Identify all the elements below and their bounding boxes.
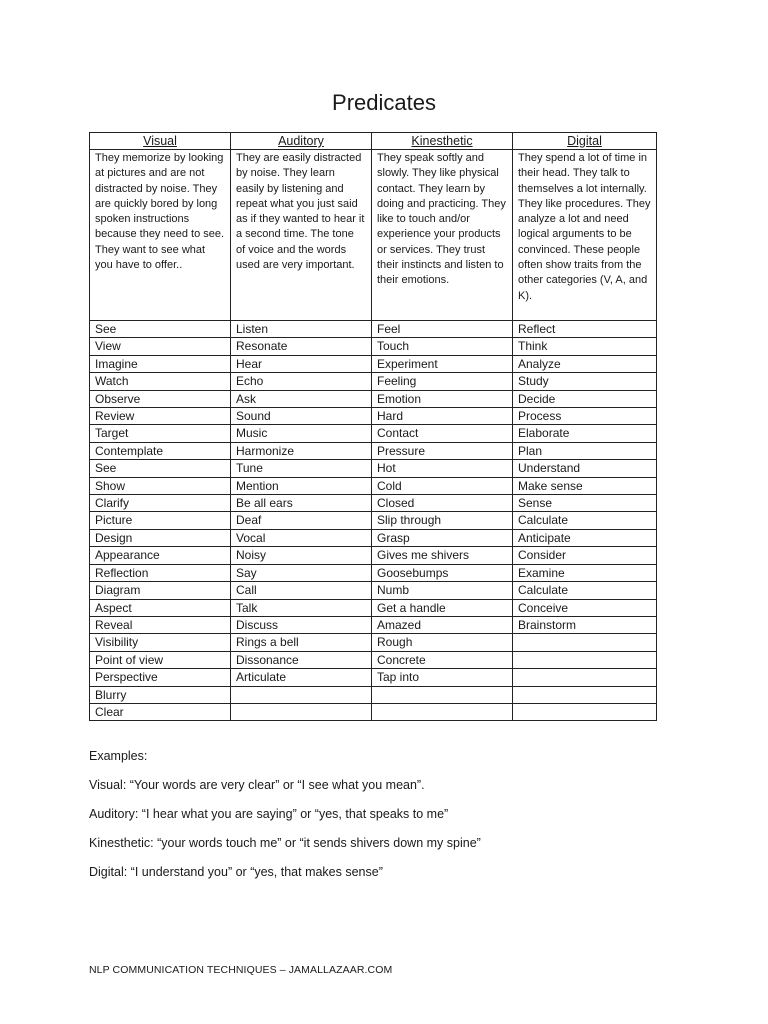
table-cell-visual: Watch — [90, 373, 231, 390]
table-cell-auditory: Say — [231, 564, 372, 581]
table-row — [90, 390, 657, 407]
table-cell-digital: Anticipate — [513, 529, 657, 546]
description-auditory: They are easily distracted by noise. They learn easily by listening and repeat what you just said as if they wanted to hear it a second time. The tone of voice and the words used are very important. — [231, 150, 372, 321]
table-cell-auditory: Articulate — [231, 669, 372, 686]
table-row — [90, 373, 657, 390]
table-cell-auditory: Ask — [231, 390, 372, 407]
table-row — [90, 599, 657, 616]
table-cell-kinesthetic: Numb — [372, 582, 513, 599]
table-header-row — [90, 133, 657, 150]
table-cell-auditory: Music — [231, 425, 372, 442]
table-cell-visual: Perspective — [90, 669, 231, 686]
table-row — [90, 425, 657, 442]
table-cell-auditory: Dissonance — [231, 651, 372, 668]
table-cell-digital: Consider — [513, 547, 657, 564]
table-cell-digital — [513, 651, 657, 668]
table-cell-visual: See — [90, 460, 231, 477]
table-cell-kinesthetic: Tap into — [372, 669, 513, 686]
table-row — [90, 460, 657, 477]
table-cell-visual: Reflection — [90, 564, 231, 581]
table-cell-auditory: Deaf — [231, 512, 372, 529]
example-kinesthetic: Kinesthetic: “your words touch me” or “it sends shivers down my spine” — [89, 836, 481, 850]
table-cell-visual: Clarify — [90, 495, 231, 512]
table-cell-kinesthetic: Cold — [372, 477, 513, 494]
table-cell-auditory: Be all ears — [231, 495, 372, 512]
column-header-kinesthetic: Kinesthetic — [372, 133, 513, 150]
example-auditory: Auditory: “I hear what you are saying” or “yes, that speaks to me” — [89, 807, 449, 821]
table-row — [90, 529, 657, 546]
table-cell-visual: Clear — [90, 703, 231, 720]
table-cell-visual: Picture — [90, 512, 231, 529]
table-cell-digital — [513, 686, 657, 703]
table-cell-digital: Brainstorm — [513, 616, 657, 633]
column-header-auditory: Auditory — [231, 133, 372, 150]
table-cell-kinesthetic — [372, 703, 513, 720]
table-cell-kinesthetic: Feel — [372, 321, 513, 338]
table-cell-auditory: Rings a bell — [231, 634, 372, 651]
table-cell-digital: Examine — [513, 564, 657, 581]
table-cell-digital: Process — [513, 408, 657, 425]
table-row — [90, 512, 657, 529]
table-cell-kinesthetic: Feeling — [372, 373, 513, 390]
table-cell-kinesthetic: Closed — [372, 495, 513, 512]
table-row — [90, 669, 657, 686]
table-cell-visual: Reveal — [90, 616, 231, 633]
table-cell-visual: View — [90, 338, 231, 355]
table-cell-digital: Study — [513, 373, 657, 390]
table-row — [90, 616, 657, 633]
examples-heading: Examples: — [89, 749, 148, 763]
table-cell-visual: Imagine — [90, 355, 231, 372]
table-cell-auditory: Echo — [231, 373, 372, 390]
table-row — [90, 703, 657, 720]
table-cell-auditory: Tune — [231, 460, 372, 477]
page-footer: NLP COMMUNICATION TECHNIQUES – JAMALLAZAAR.COM — [89, 964, 393, 976]
table-cell-digital: Conceive — [513, 599, 657, 616]
table-cell-kinesthetic: Get a handle — [372, 599, 513, 616]
table-cell-digital: Reflect — [513, 321, 657, 338]
table-cell-auditory — [231, 686, 372, 703]
table-cell-digital: Calculate — [513, 582, 657, 599]
table-cell-digital: Think — [513, 338, 657, 355]
table-cell-visual: Show — [90, 477, 231, 494]
table-cell-kinesthetic: Gives me shivers — [372, 547, 513, 564]
table-cell-kinesthetic: Rough — [372, 634, 513, 651]
table-cell-kinesthetic: Contact — [372, 425, 513, 442]
table-row — [90, 651, 657, 668]
table-cell-visual: See — [90, 321, 231, 338]
table-row — [90, 634, 657, 651]
table-cell-auditory: Mention — [231, 477, 372, 494]
description-visual: They memorize by looking at pictures and are not distracted by noise. They are quickly bored by long spoken instructions because they need to see. They want to see what you have to offer.. — [90, 150, 231, 321]
table-cell-auditory: Noisy — [231, 547, 372, 564]
table-row — [90, 547, 657, 564]
table-cell-visual: Contemplate — [90, 442, 231, 459]
table-cell-kinesthetic: Concrete — [372, 651, 513, 668]
table-cell-kinesthetic: Amazed — [372, 616, 513, 633]
table-cell-kinesthetic: Hard — [372, 408, 513, 425]
table-cell-visual: Observe — [90, 390, 231, 407]
table-cell-digital: Analyze — [513, 355, 657, 372]
table-cell-kinesthetic — [372, 686, 513, 703]
table-cell-auditory: Sound — [231, 408, 372, 425]
table-cell-kinesthetic: Experiment — [372, 355, 513, 372]
table-row — [90, 338, 657, 355]
table-cell-visual: Point of view — [90, 651, 231, 668]
table-row — [90, 495, 657, 512]
table-cell-auditory — [231, 703, 372, 720]
table-cell-kinesthetic: Pressure — [372, 442, 513, 459]
page-title: Predicates — [332, 90, 436, 115]
table-row — [90, 582, 657, 599]
examples-section — [89, 748, 709, 893]
table-cell-digital: Sense — [513, 495, 657, 512]
predicates-table — [89, 132, 657, 721]
column-header-visual: Visual — [90, 133, 231, 150]
column-header-digital: Digital — [513, 133, 657, 150]
example-digital: Digital: “I understand you” or “yes, that makes sense” — [89, 865, 383, 879]
table-cell-visual: Review — [90, 408, 231, 425]
table-cell-auditory: Harmonize — [231, 442, 372, 459]
table-cell-visual: Target — [90, 425, 231, 442]
table-cell-auditory: Call — [231, 582, 372, 599]
table-row — [90, 355, 657, 372]
table-cell-visual: Appearance — [90, 547, 231, 564]
table-cell-auditory: Talk — [231, 599, 372, 616]
table-cell-visual: Design — [90, 529, 231, 546]
table-cell-digital — [513, 634, 657, 651]
table-cell-digital: Decide — [513, 390, 657, 407]
table-cell-auditory: Resonate — [231, 338, 372, 355]
table-cell-kinesthetic: Goosebumps — [372, 564, 513, 581]
table-cell-visual: Visibility — [90, 634, 231, 651]
table-cell-visual: Diagram — [90, 582, 231, 599]
table-row — [90, 442, 657, 459]
table-cell-digital: Calculate — [513, 512, 657, 529]
table-cell-auditory: Listen — [231, 321, 372, 338]
example-visual: Visual: “Your words are very clear” or “I see what you mean”. — [89, 778, 425, 792]
table-cell-auditory: Hear — [231, 355, 372, 372]
table-cell-digital — [513, 669, 657, 686]
table-cell-digital: Elaborate — [513, 425, 657, 442]
table-row — [90, 564, 657, 581]
description-kinesthetic: They speak softly and slowly. They like physical contact. They learn by doing and practicing. They like to touch and/or experience your products or services. They trust their instincts and listen to their emotions. — [372, 150, 513, 321]
description-row — [90, 150, 657, 321]
table-cell-digital: Make sense — [513, 477, 657, 494]
table-cell-visual: Aspect — [90, 599, 231, 616]
table-cell-kinesthetic: Touch — [372, 338, 513, 355]
table-cell-visual: Blurry — [90, 686, 231, 703]
table-cell-auditory: Discuss — [231, 616, 372, 633]
table-row — [90, 686, 657, 703]
table-cell-digital — [513, 703, 657, 720]
table-cell-digital: Understand — [513, 460, 657, 477]
table-cell-kinesthetic: Grasp — [372, 529, 513, 546]
table-cell-auditory: Vocal — [231, 529, 372, 546]
table-cell-kinesthetic: Hot — [372, 460, 513, 477]
table-row — [90, 477, 657, 494]
table-cell-kinesthetic: Slip through — [372, 512, 513, 529]
table-row — [90, 408, 657, 425]
table-row — [90, 321, 657, 338]
table-cell-kinesthetic: Emotion — [372, 390, 513, 407]
description-digital: They spend a lot of time in their head. They talk to themselves a lot internally. They like procedures. They analyze a lot and need logical arguments to be convinced. These people often show traits from the other categories (V, A, and K). — [513, 150, 657, 321]
table-cell-digital: Plan — [513, 442, 657, 459]
